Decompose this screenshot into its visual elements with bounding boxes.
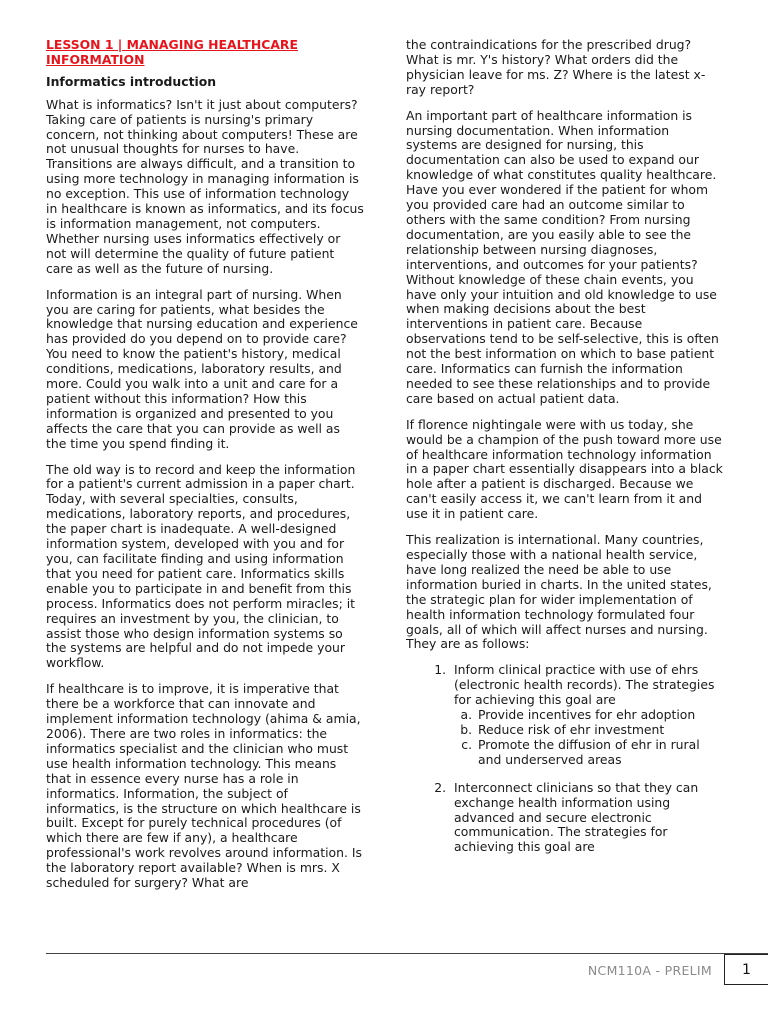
paragraph: If florence nightingale were with us today, she would be a champion of the push toward more use of healthcare information technology information in a paper chart essentially disappears into a black hole after a patient is discharged. Because we can't easily access it, we can't learn from it and use it in patient care. bbox=[406, 416, 723, 522]
goal-text: Inform clinical practice with use of ehrs (electronic health records). The strategies for achieving this goal are bbox=[454, 662, 715, 708]
paragraph: Information is an integral part of nursing. When you are caring for patients, what besides the knowledge that nursing education and experience has provided do you depend on to provide care? You need to know the patient's history, medical conditions, medications, laboratory results, and more. Could you walk into a unit and care for a patient without this information? How this information is organized and presented to you affects the care that you can provide as well as the time you spend finding it. bbox=[46, 286, 358, 451]
footer-course: NCM110A - PRELIM bbox=[587, 963, 712, 978]
strategy-item: c. Promote the diffusion of ehr in rural and underserved areas bbox=[476, 738, 724, 768]
paragraph: This realization is international. Many countries, especially those with a national health service, have long realized the need be able to use information buried in charts. In the united states, the strategic plan for wider implementation of health information technology formulated four goals, all of which will affect nurses and nursing. They are as follows: bbox=[406, 532, 712, 652]
paragraph: the contraindications for the prescribed drug? What is mr. Y's history? What orders did the physician leave for ms. Z? Where is the latest x-ray report? bbox=[406, 37, 706, 97]
strategy-item: b. Reduce risk of ehr investment bbox=[476, 723, 724, 738]
goal-text: Interconnect clinicians so that they can exchange health information using advanced and secure electronic communication. The strategies for achieving this goal are bbox=[454, 779, 699, 855]
footer-divider bbox=[46, 953, 768, 954]
section-heading: Informatics introduction bbox=[46, 73, 217, 89]
page-number: 1 bbox=[724, 954, 768, 985]
paragraph: An important part of healthcare information is nursing documentation. When information systems are designed for nursing, this documentation can also be used to expand our knowledge of what constitutes quality healthcare. Have you ever wondered if the patient for whom you provided care had an outcome similar to others with the same condition? From nursing documentation, are you easily able to see the relationship between nursing diagnoses, interventions, and outcomes for your patients? Without knowledge of these chain events, you have only your intuition and old knowledge to use when making decisions about the best interventions in patient care. Because observations tend to be self-selective, this is often not the best information on which to base patient care. Informatics can furnish the information needed to see these relationships and to provide care based on actual patient data. bbox=[406, 107, 719, 406]
paragraph: What is informatics? Isn't it just about computers? Taking care of patients is nursing's primary concern, not thinking about computers! These are not unusual thoughts for nurses to have. Transitions are always difficult, and a transition to using more technology in managing information is no exception. This use of information technology in healthcare is known as informatics, and its focus is information management, not computers. Whether nursing uses informatics effectively or not will determine the quality of future patient care as well as the future of nursing. bbox=[46, 96, 364, 276]
paragraph: The old way is to record and keep the information for a patient's current admission in a paper chart. Today, with several specialties, consults, medications, laboratory reports, and procedures, the paper chart is inadequate. A well-designed information system, developed with you and for you, can facilitate finding and using information that you need for patient care. Informatics skills enable you to participate in and benefit from this process. Informatics does not perform miracles; it requires an investment by you, the clinician, to assist those who design information systems so the systems are helpful and do not impede your workflow. bbox=[46, 461, 356, 671]
left-column bbox=[46, 38, 364, 902]
lesson-title: LESSON 1 | MANAGING HEALTHCARE INFORMATION bbox=[46, 37, 298, 67]
strategy-item: a. Provide incentives for ehr adoption bbox=[476, 708, 724, 723]
strategy-list bbox=[454, 708, 724, 768]
goal-item bbox=[450, 663, 724, 767]
paragraph: If healthcare is to improve, it is imperative that there be a workforce that can innovate and implement information technology (ahima & amia, 2006). There are two roles in informatics: the informatics specialist and the clinician who must use health information technology. This means that in essence every nurse has a role in informatics. Information, the subject of informatics, is the structure on which healthcare is built. Except for purely technical procedures (of which there are few if any), a healthcare professional's work revolves around information. Is the laboratory report available? When is mrs. X scheduled for surgery? What are bbox=[46, 681, 362, 891]
goal-item bbox=[450, 781, 724, 856]
goals-list bbox=[406, 663, 724, 855]
right-column bbox=[406, 38, 724, 868]
